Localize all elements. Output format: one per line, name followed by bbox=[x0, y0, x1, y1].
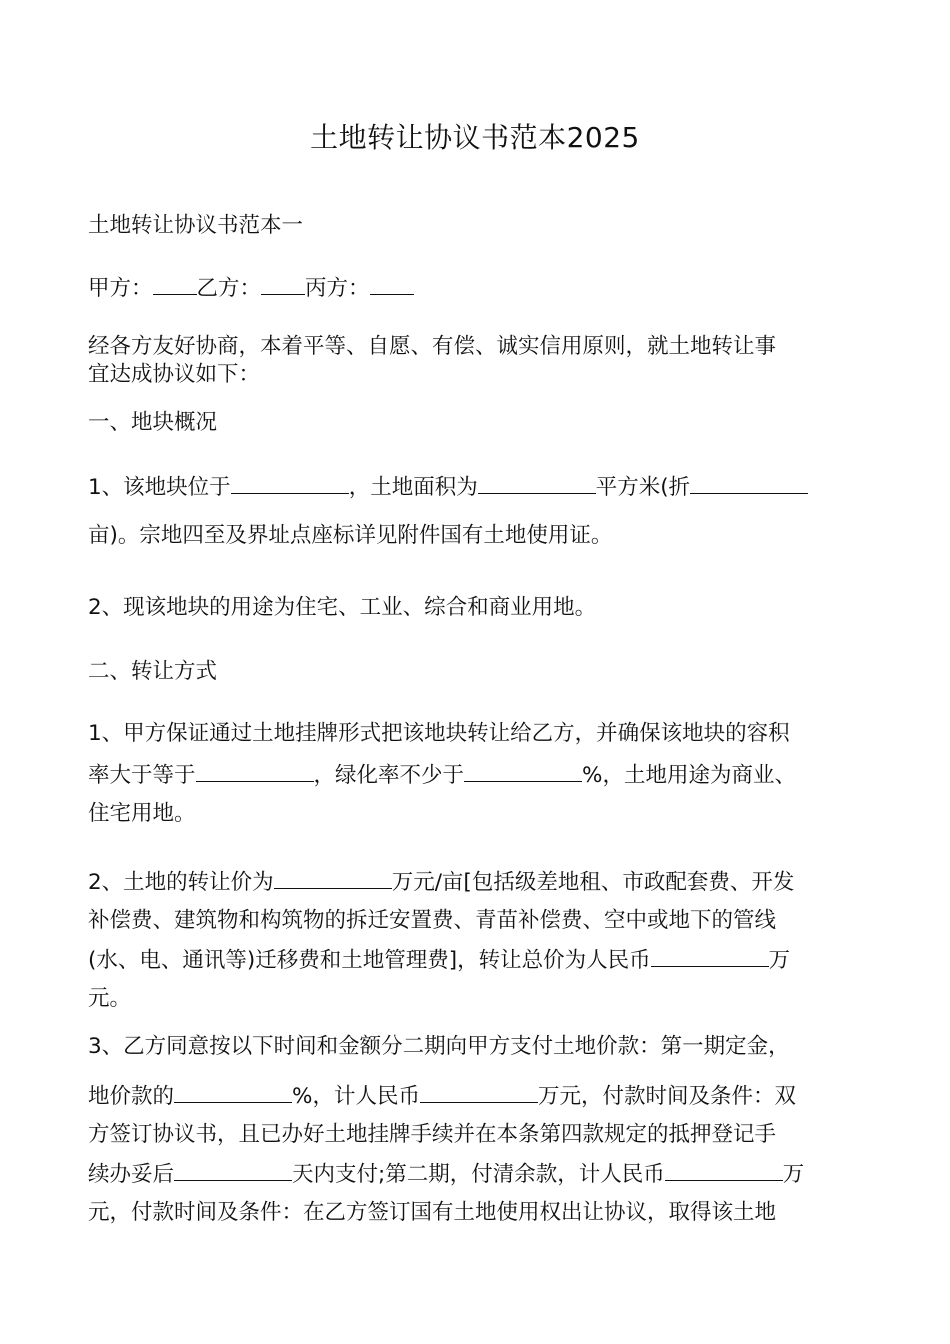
parties-line bbox=[88, 268, 868, 308]
blank-field bbox=[231, 467, 349, 494]
text: 天内支付;第二期，付清余款，计人民币 bbox=[292, 1162, 665, 1187]
text: %，土地用途为商业、 bbox=[582, 763, 796, 788]
text: 1、甲方保证通过土地挂牌形式把该地块转让给乙方，并确保该地块的容积 bbox=[88, 721, 790, 746]
blank-field bbox=[261, 268, 305, 295]
text: 元，付款时间及条件：在乙方签订国有土地使用权出让协议，取得该土地 bbox=[88, 1200, 777, 1225]
section1-item1 bbox=[88, 464, 868, 560]
party-c-label: 丙方： bbox=[305, 276, 370, 301]
blank-field bbox=[464, 755, 582, 782]
intro-line: 宜达成协议如下： bbox=[88, 362, 261, 387]
text: 住宅用地。 bbox=[88, 801, 196, 826]
text: (水、电、通讯等)迁移费和土地管理费]，转让总价为人民币 bbox=[88, 948, 651, 973]
party-a-label: 甲方： bbox=[88, 276, 153, 301]
section2-item1 bbox=[88, 713, 868, 831]
text: 3、乙方同意按以下时间和金额分二期向甲方支付土地价款：第一期定金， bbox=[88, 1034, 790, 1059]
text: 率大于等于 bbox=[88, 763, 196, 788]
section2-item3 bbox=[88, 1028, 868, 1232]
subtitle: 土地转让协议书范本一 bbox=[88, 213, 304, 238]
blank-field bbox=[665, 1154, 783, 1181]
text: 万 bbox=[768, 948, 791, 973]
text: 万 bbox=[782, 1162, 805, 1187]
blank-field bbox=[651, 940, 769, 967]
section-heading: 一、地块概况 bbox=[88, 410, 218, 435]
text: 地价款的 bbox=[88, 1084, 175, 1109]
blank-field bbox=[196, 755, 314, 782]
blank-field bbox=[153, 268, 197, 295]
section2-item2 bbox=[88, 862, 868, 1018]
blank-field bbox=[274, 862, 392, 889]
text: 万元/亩[包括级差地租、市政配套费、开发 bbox=[391, 870, 795, 895]
text: 元。 bbox=[88, 986, 132, 1011]
text: %，计人民币 bbox=[292, 1084, 420, 1109]
blank-field bbox=[174, 1076, 292, 1103]
blank-field bbox=[174, 1154, 292, 1181]
text: 方签订协议书，且已办好土地挂牌手续并在本条第四款规定的抵押登记手 bbox=[88, 1122, 777, 1147]
blank-field bbox=[478, 467, 596, 494]
intro-paragraph bbox=[88, 333, 868, 389]
intro-line: 经各方友好协商，本着平等、自愿、有偿、诚实信用原则，就土地转让事 bbox=[88, 334, 777, 359]
section1-item2: 2、现该地块的用途为住宅、工业、综合和商业用地。 bbox=[88, 595, 597, 620]
document-title: 土地转让协议书范本2025 bbox=[310, 121, 640, 154]
text: 续办妥后 bbox=[88, 1162, 175, 1187]
blank-field bbox=[420, 1076, 538, 1103]
blank-field bbox=[370, 268, 414, 295]
text: 平方米(折 bbox=[595, 475, 691, 500]
text: 亩)。宗地四至及界址点座标详见附件国有土地使用证。 bbox=[88, 523, 613, 548]
section-heading: 二、转让方式 bbox=[88, 659, 218, 684]
text: ，土地面积为 bbox=[348, 475, 478, 500]
blank-field bbox=[690, 467, 808, 494]
text: ，绿化率不少于 bbox=[313, 763, 465, 788]
text: 1、该地块位于 bbox=[88, 475, 231, 500]
party-b-label: 乙方： bbox=[196, 276, 262, 301]
text: 2、土地的转让价为 bbox=[88, 870, 274, 895]
text: 万元，付款时间及条件：双 bbox=[537, 1084, 796, 1109]
text: 补偿费、建筑物和构筑物的拆迁安置费、青苗补偿费、空中或地下的管线 bbox=[88, 908, 777, 933]
